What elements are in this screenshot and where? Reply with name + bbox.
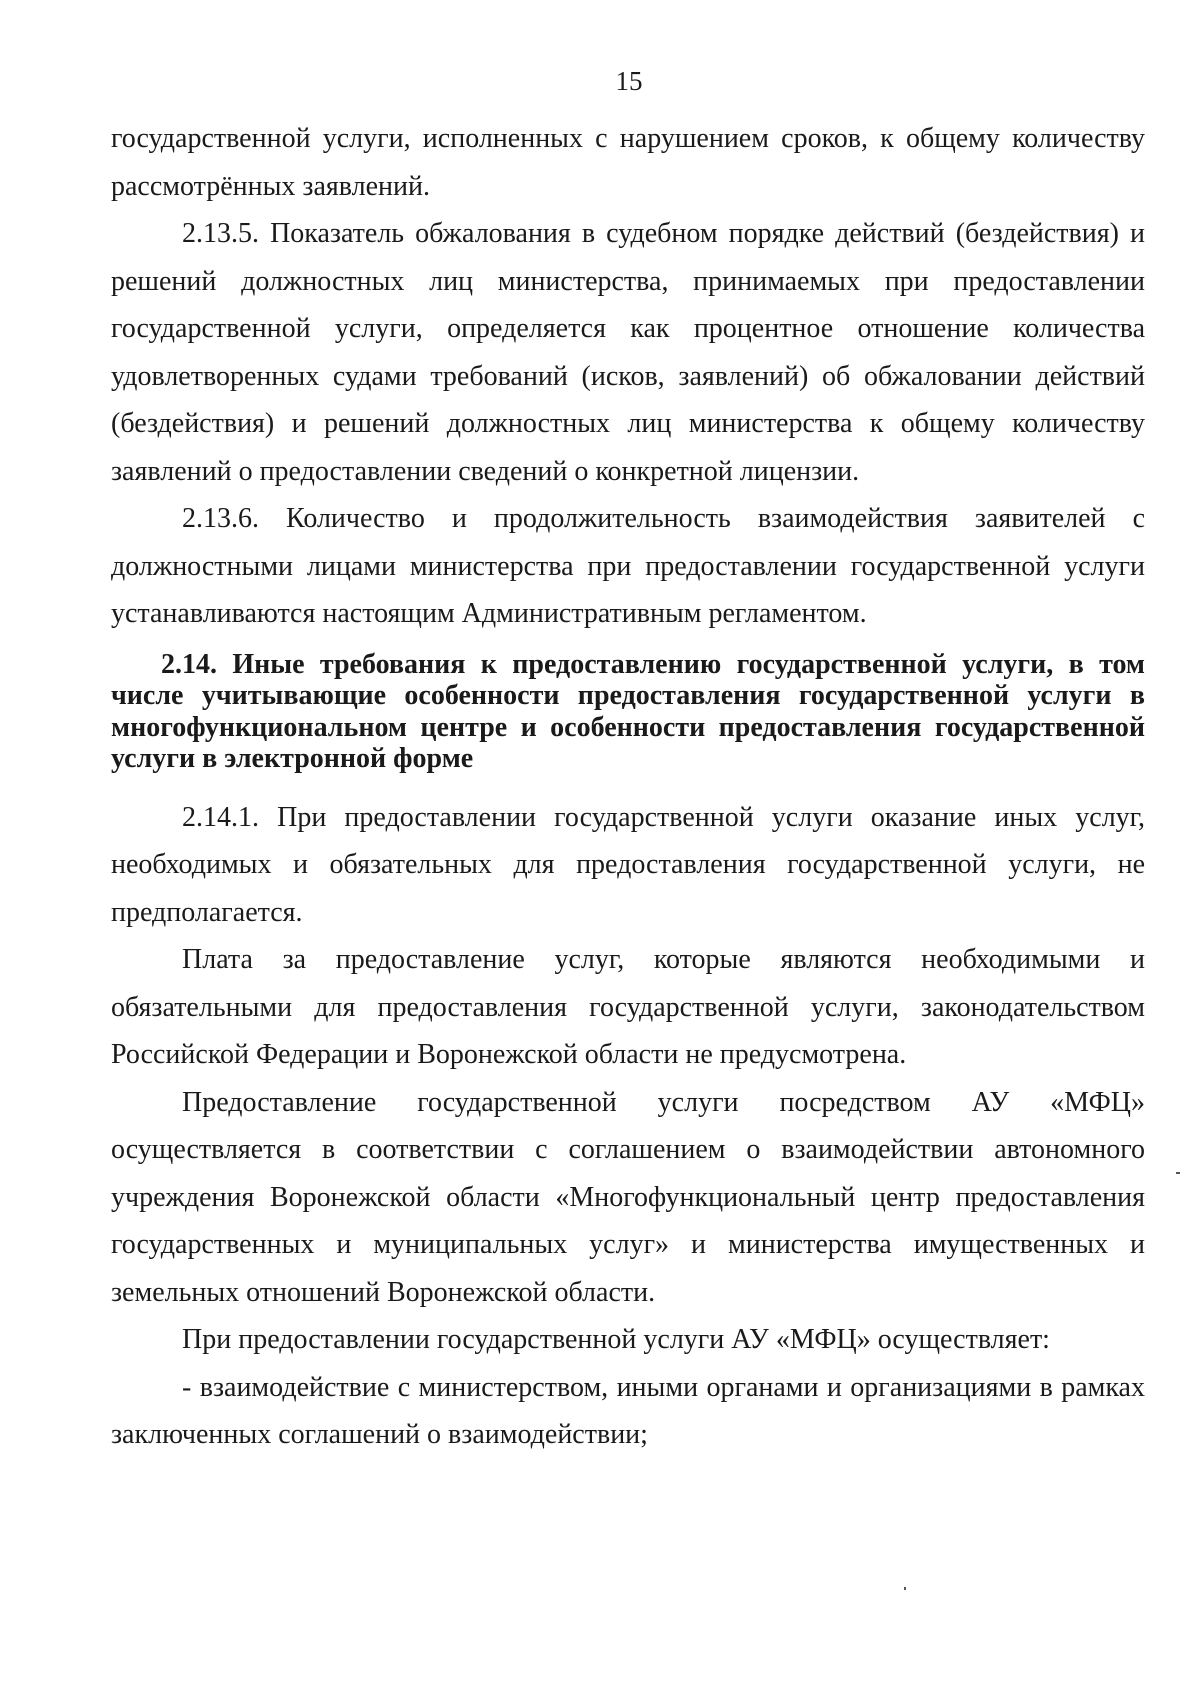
page-number: 15 <box>615 66 643 96</box>
paragraph-continuation: государственной услуги, исполненных с нарушением сроков, к общему количеству рассмотрённых заявлений. <box>111 123 1145 202</box>
list-item-interaction: - взаимодействие с министерством, иными органами и организациями в рамках заключенных соглашений о взаимодействии; <box>111 1371 1145 1450</box>
scan-speck <box>904 1587 906 1590</box>
scan-speck <box>1176 1172 1180 1174</box>
section-heading-2-14: 2.14. Иные требования к предоставлению государственной услуги, в том числе учитывающие особенности предоставления государственной услуги в многофункциональном центре и особенности предоставления государственной услуги в электронной форме <box>111 648 1145 774</box>
paragraph-2-14-1: 2.14.1. При предоставлении государственной услуги оказание иных услуг, необходимых и обязательных для предоставления государственной услуги, не предполагается. <box>111 801 1145 928</box>
document-body <box>111 115 1145 1459</box>
paragraph-fee: Плата за предоставление услуг, которые являются необходимыми и обязательными для предоставления государственной услуги, законодательством Российской Федерации и Воронежской области не предусмотрена. <box>111 944 1145 1070</box>
paragraph-mfc-agreement: Предоставление государственной услуги посредством АУ «МФЦ» осуществляется в соответствии с соглашением о взаимодействии автономного учреждения Воронежской области «Многофункциональный центр предоставления государственных и муниципальных услуг» и министерства имущественных и земельных отношений Воронежской области. <box>111 1086 1145 1308</box>
paragraph-2-13-5: 2.13.5. Показатель обжалования в судебном порядке действий (бездействия) и решений должностных лиц министерства, принимаемых при предоставлении государственной услуги, определяется как процентное отношение количества удовлетворенных судами требований (исков, заявлений) об обжаловании действий (бездействия) и решений должностных лиц министерства к общему количеству заявлений о предоставлении сведений о конкретной лицензии. <box>111 218 1145 487</box>
paragraph-2-13-6: 2.13.6. Количество и продолжительность взаимодействия заявителей с должностными лицами министерства при предоставлении государственной услуги устанавливаются настоящим Административным регламентом. <box>111 503 1145 629</box>
paragraph-mfc-duties-intro: При предоставлении государственной услуги АУ «МФЦ» осуществляет: <box>182 1324 1050 1355</box>
